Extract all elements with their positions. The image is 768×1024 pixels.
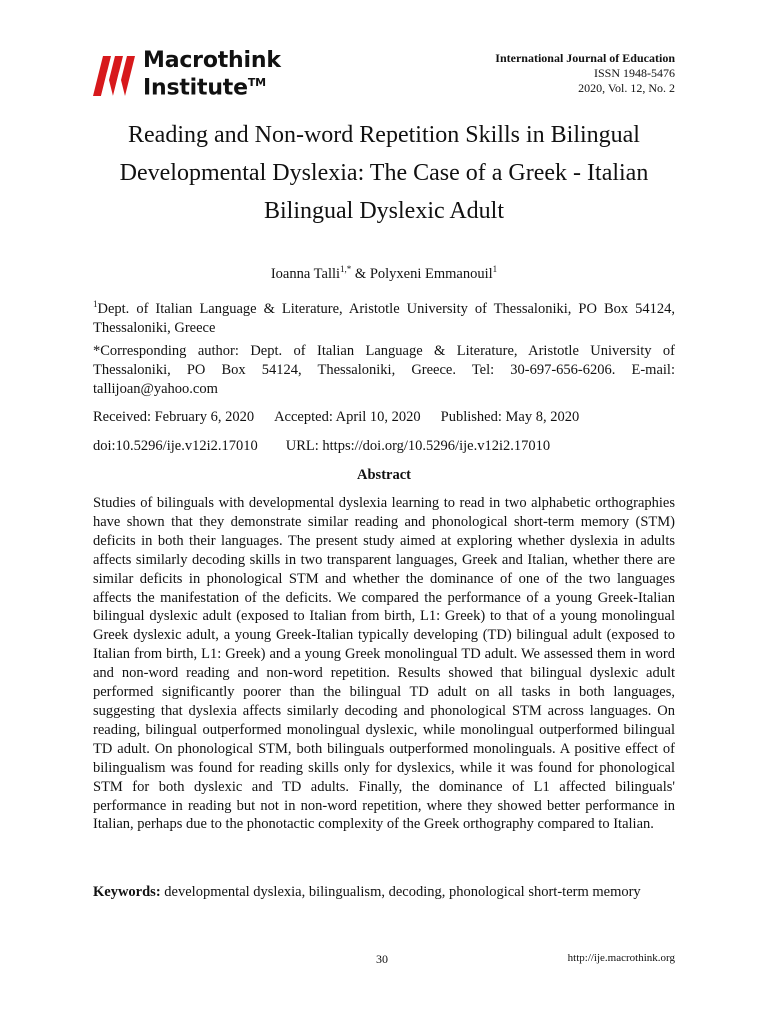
corresponding-author: *Corresponding author: Dept. of Italian Language & Literature, Aristotle University of Thessaloniki, PO Box 54124, Thessaloniki, Greece. Tel: 30-697-656-6206. E-mail: tallijoan@yahoo.com bbox=[93, 343, 675, 397]
logo-line-2-text: Institute bbox=[143, 75, 248, 101]
journal-issn: ISSN 1948-5476 bbox=[593, 66, 675, 80]
journal-info bbox=[495, 51, 675, 96]
logo-line-1: Macrothink bbox=[143, 48, 281, 73]
logo-wordmark bbox=[143, 50, 281, 99]
paper-title: Reading and Non-word Repetition Skills in Bilingual Developmental Dyslexia: The Case of a Greek - Italian Bilingual Dyslexic Adult bbox=[119, 122, 649, 224]
author-1-affil-mark: 1,* bbox=[340, 264, 352, 274]
logo-trademark: TM bbox=[247, 76, 266, 89]
accepted-date: Accepted: April 10, 2020 bbox=[274, 409, 421, 425]
journal-issue: 2020, Vol. 12, No. 2 bbox=[578, 81, 675, 95]
logo-line-2 bbox=[143, 72, 281, 99]
author-2: Polyxeni Emmanouil bbox=[369, 265, 493, 282]
journal-name: International Journal of Education bbox=[495, 51, 675, 65]
affiliation-text: Dept. of Italian Language & Literature, Aristotle University of Thessaloniki, PO Box 54124, Thessaloniki, Greece bbox=[93, 300, 675, 336]
author-1: Ioanna Talli bbox=[270, 265, 341, 282]
page-number: 30 bbox=[376, 952, 388, 966]
abstract-body: Studies of bilinguals with developmental dyslexia learning to read in two alphabetic orthographies have shown that they demonstrate similar reading and phonological short-term memory (STM) deficits in both their languages. The present study aimed at exploring whether dyslexia in adults affects similarly decoding skills in two transparent languages, Greek and Italian, whether there are similar deficits in phonological STM and whether the dominance of one of the two languages affects the manifestation of the deficits. We compared the performance of a young Greek-Italian bilingual dyslexic adult (exposed to Italian from birth, L1: Greek) to that of a young monolingual Greek dyslexic adult, a young Greek-Italian typically developing (TD) bilingual adult (exposed to Italian from birth, L1: Greek) and a young Greek monolingual TD adult. We assessed them in word and non-word reading and non-word repetition. Results showed that bilingual dyslexic adult performed significantly poorer than the bilingual TD adult on all tasks in both languages, suggesting that dyslexia affects similarly decoding and phonological STM across languages. On reading, bilingual outperformed monolingual dyslexic, while monolingual outperformed bilingual TD adult. On phonological STM, both bilinguals outperformed monolinguals. A positive effect of bilingualism was found for reading skills only for dyslexics, while it was found for phonological STM for both dyslexic and TD adults. Finally, the dominance of L1 affected bilinguals' performance in reading but not in non-word repetition, where they showed better performance in Italian, perhaps due to the phonotactic complexity of the Greek orthography compared to Italian. bbox=[93, 495, 675, 833]
publication-dates bbox=[93, 408, 675, 427]
author-2-affil-mark: 1 bbox=[492, 264, 498, 274]
affiliation-mark: 1 bbox=[93, 299, 98, 309]
macrothink-logo-icon bbox=[93, 52, 137, 96]
doi-text: doi:10.5296/ije.v12i2.17010 bbox=[93, 438, 258, 454]
abstract-heading: Abstract bbox=[357, 467, 411, 483]
doi-url[interactable]: URL: https://doi.org/10.5296/ije.v12i2.17010 bbox=[285, 438, 551, 454]
author-list bbox=[93, 264, 675, 283]
keywords bbox=[93, 883, 675, 902]
published-date: Published: May 8, 2020 bbox=[440, 409, 580, 425]
received-date: Received: February 6, 2020 bbox=[93, 409, 255, 425]
affiliation bbox=[93, 295, 675, 338]
author-separator: & bbox=[351, 265, 370, 282]
doi-line bbox=[93, 437, 675, 456]
footer-url[interactable]: http://ije.macrothink.org bbox=[567, 952, 675, 964]
keywords-text: developmental dyslexia, bilingualism, decoding, phonological short-term memory bbox=[160, 884, 641, 900]
keywords-label: Keywords: bbox=[93, 884, 161, 900]
publisher-logo bbox=[93, 48, 293, 101]
